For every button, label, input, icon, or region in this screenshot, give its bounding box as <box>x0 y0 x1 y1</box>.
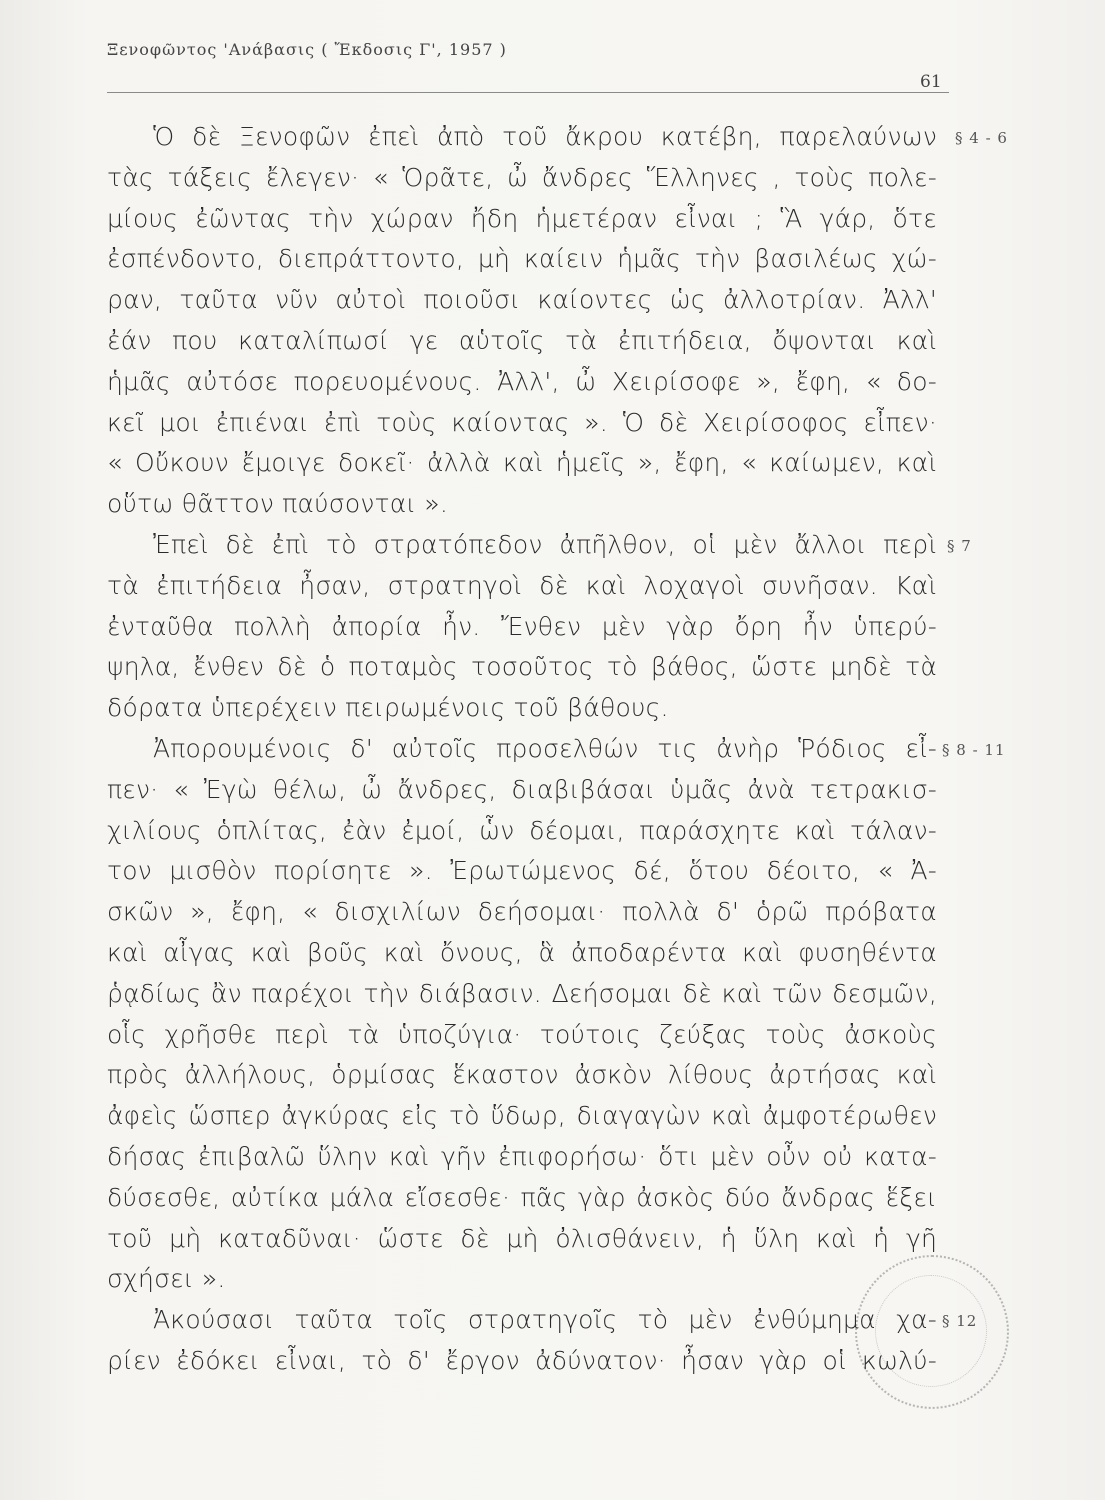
text-line: τὰς τάξεις ἔλεγεν· « Ὁρᾶτε, ὦ ἄνδρες Ἕλληνες , τοὺς πολε- <box>107 162 937 192</box>
text-line: δόρατα ὑπερέχειν πειρωμένοις τοῦ βάθους. <box>107 693 669 723</box>
text-line: Ἐπεὶ δὲ ἐπὶ τὸ στρατόπεδον ἀπῆλθον, οἱ μὲν ἄλλοι περὶ <box>153 529 937 559</box>
text-line: Ὁ δὲ Ξενοφῶν ἐπεὶ ἀπὸ τοῦ ἄκρου κατέβη, παρελαύνων <box>153 122 937 151</box>
text-line: ψηλα, ἔνθεν δὲ ὁ ποταμὸς τοσοῦτος τὸ βάθος, ὥστε μηδὲ τὰ <box>107 652 937 682</box>
section-marker: § 7 <box>947 537 972 555</box>
text-line: « Οὔκουν ἔμοιγε δοκεῖ· ἀλλὰ καὶ ἡμεῖς », ἔφη, « καίωμεν, καὶ <box>107 448 937 478</box>
text-line: καὶ αἶγας καὶ βοῦς καὶ ὄνους, ἃ ἀποδαρέντα καὶ φυσηθέντα <box>107 937 937 967</box>
text-line: οἷς χρῆσθε περὶ τὰ ὑποζύγια· τούτοις ζεύξας τοὺς ἀσκοὺς <box>107 1019 937 1049</box>
library-stamp <box>855 1255 1009 1409</box>
text-line: οὕτω θᾶττον παύσονται ». <box>107 489 449 519</box>
section-marker: § 12 <box>942 1312 978 1331</box>
text-line: ἐάν που καταλίπωσί γε αὑτοῖς τὰ ἐπιτήδεια, ὄψονται καὶ <box>107 325 937 355</box>
section-marker: § 8 - 11 <box>942 741 1006 759</box>
header-rule <box>107 92 949 93</box>
text-line: πρὸς ἀλλήλους, ὁρμίσας ἕκαστον ἀσκὸν λίθους ἀρτήσας καὶ <box>107 1060 937 1090</box>
text-line: ἐνταῦθα πολλὴ ἀπορία ἦν. Ἔνθεν μὲν γὰρ ὄρη ἦν ὑπερύ- <box>107 611 937 641</box>
page-number: 61 <box>920 72 942 92</box>
text-line: ἡμᾶς αὐτόσε πορευομένους. Ἀλλ', ὦ Χειρίσοφε », ἔφη, « δο- <box>107 366 937 396</box>
text-line: σχήσει ». <box>107 1264 226 1294</box>
text-line: ραν, ταῦτα νῦν αὐτοὶ ποιοῦσι καίοντες ὡς ἀλλοτρίαν. Ἀλλ' <box>107 285 937 315</box>
text-line: Ἀκούσασι ταῦτα τοῖς στρατηγοῖς τὸ μὲν ἐνθύμημα χα- <box>153 1305 937 1335</box>
text-line: ῥᾳδίως ἂν παρέχοι τὴν διάβασιν. Δεήσομαι δὲ καὶ τῶν δεσμῶν, <box>107 978 937 1008</box>
text-line: τοῦ μὴ καταδῦναι· ὥστε δὲ μὴ ὀλισθάνειν, ἡ ὕλη καὶ ἡ γῆ <box>107 1223 937 1253</box>
text-line: τὰ ἐπιτήδεια ἦσαν, στρατηγοὶ δὲ καὶ λοχαγοὶ συνῆσαν. Καὶ <box>107 570 937 600</box>
text-line: κεῖ μοι ἐπιέναι ἐπὶ τοὺς καίοντας ». Ὁ δὲ Χειρίσοφος εἶπεν· <box>107 407 937 437</box>
text-line: πεν· « Ἐγὼ θέλω, ὦ ἄνδρες, διαβιβάσαι ὑμᾶς ἀνὰ τετρακισ- <box>107 774 937 804</box>
section-marker: § 4 - 6 <box>955 129 1008 147</box>
text-line: ρίεν ἐδόκει εἶναι, τὸ δ' ἔργον ἀδύνατον· ἦσαν γὰρ οἱ κωλύ- <box>107 1345 937 1375</box>
text-line: χιλίους ὁπλίτας, ἐὰν ἐμοί, ὧν δέομαι, παράσχητε καὶ τάλαν- <box>107 815 937 845</box>
text-line: σκῶν », ἔφη, « δισχιλίων δεήσομαι· πολλὰ δ' ὁρῶ πρόβατα <box>107 897 937 927</box>
text-line: ἀφεὶς ὥσπερ ἀγκύρας εἰς τὸ ὕδωρ, διαγαγὼν καὶ ἀμφοτέρωθεν <box>107 1101 937 1131</box>
text-line: ἐσπένδοντο, διεπράττοντο, μὴ καίειν ἡμᾶς τὴν βασιλέως χώ- <box>107 244 937 274</box>
text-line: μίους ἐῶντας τὴν χώραν ἤδη ἡμετέραν εἶναι ; Ἃ γάρ, ὅτε <box>107 203 937 233</box>
text-line: δήσας ἐπιβαλῶ ὕλην καὶ γῆν ἐπιφορήσω· ὅτι μὲν οὖν οὐ κατα- <box>107 1141 937 1171</box>
running-head: Ξενοφῶντος 'Ανάβασις ( Ἔκδοσις Γ', 1957 ) <box>107 40 507 59</box>
text-line: δύσεσθε, αὐτίκα μάλα εἴσεσθε· πᾶς γὰρ ἀσκὸς δύο ἄνδρας ἕξει <box>107 1182 937 1212</box>
body-text <box>107 117 937 1382</box>
text-line: τον μισθὸν πορίσητε ». Ἐρωτώμενος δέ, ὅτου δέοιτο, « Ἀ- <box>107 856 937 886</box>
text-line: Ἀπορουμένοις δ' αὐτοῖς προσελθών τις ἀνὴρ Ῥόδιος εἶ- <box>153 733 937 763</box>
library-stamp-inner <box>875 1275 987 1387</box>
